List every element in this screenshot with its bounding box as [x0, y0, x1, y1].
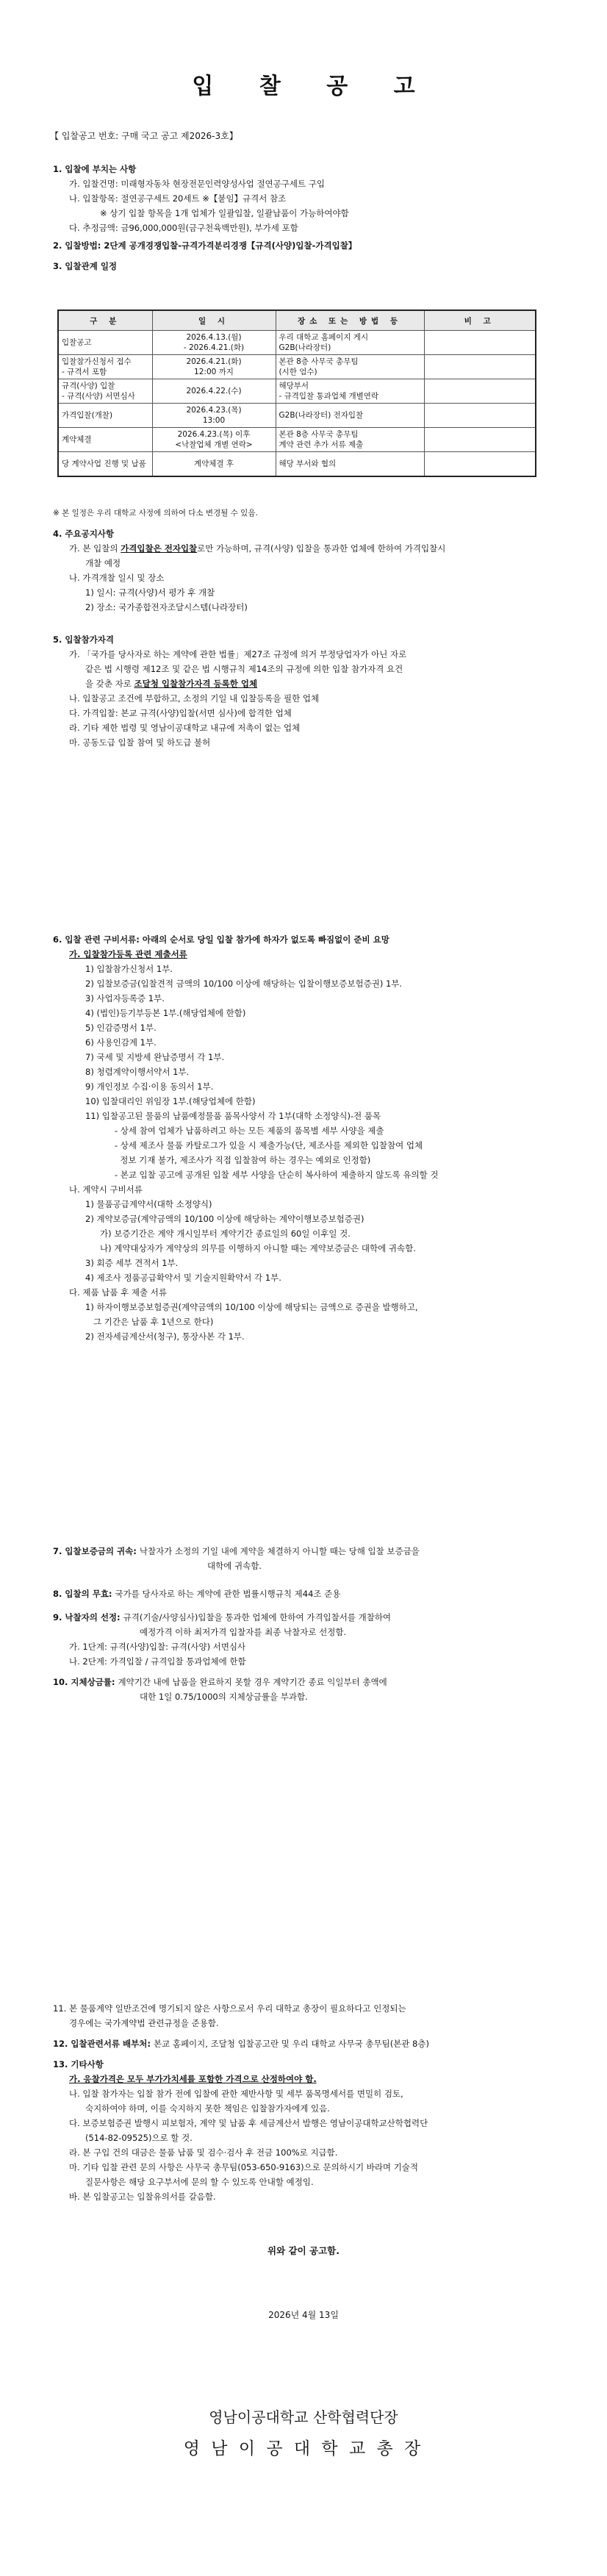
section-13-item: 나. 입찰 참가자는 입찰 참가 전에 입찰에 관한 제반사항 및 세부 품목명세서를 면밀히 검토,: [69, 2089, 403, 2099]
schedule-table: [57, 310, 536, 477]
section-8-heading: 8. 입찰의 무효:: [53, 1589, 115, 1599]
section-4: [53, 526, 567, 615]
schedule-datetime: 2026.4.23.(목) 13:00: [152, 404, 276, 428]
section-4-item-cont: 개찰 예정: [85, 558, 121, 568]
section-13-item: 바. 본 입찰공고는 입찰유의서를 갈음함.: [69, 2192, 216, 2202]
section-9: [53, 1610, 567, 1669]
text: 경우에는 국가계약법 관련규정을 준용함.: [69, 2018, 219, 2028]
schedule-remark: [424, 452, 536, 477]
section-5-item-cont: 같은 법 시행령 제12조 및 같은 법 시행규칙 제14조의 규정에 의한 입찰 참가자격 요건: [85, 664, 403, 674]
document-list-item: 9) 개인정보 수집·이용 동의서 1부.: [85, 1081, 214, 1092]
schedule-row: [58, 331, 536, 355]
section-6: [53, 932, 567, 1344]
text: 가. 본 입찰의: [69, 543, 121, 554]
document-list-subitem: - 본교 입찰 공고에 공개된 입찰 세부 사양을 단순히 복사하여 제출하지 않도록 유의할 것: [115, 1170, 439, 1180]
section-6-item: 다. 제품 납품 후 제출 서류: [69, 1287, 168, 1298]
section-10-heading: 10. 지체상금률:: [53, 1677, 118, 1687]
document-list-item: 7) 국세 및 지방세 완납증명서 각 1부.: [85, 1052, 225, 1062]
section-7: [53, 1544, 567, 1573]
notice-date: 2026년 4월 13일: [268, 2310, 339, 2320]
schedule-place: 본관 8층 사무국 총무팀 계약 관련 추가 서류 제출: [276, 428, 424, 452]
schedule-remark: [424, 404, 536, 428]
document-list-item: 5) 인감증명서 1부.: [85, 1023, 157, 1033]
section-5: [53, 632, 567, 750]
section-6-item: 나. 계약시 구비서류: [69, 1184, 143, 1195]
section-4-item: [53, 541, 567, 556]
text: 대학에 귀속함.: [207, 1561, 262, 1571]
text: 계약기간 내에 납품을 완료하지 못할 경우 계약기간 종료 익일부터 총액에: [118, 1677, 387, 1687]
contract-document-item: 3) 회증 세부 견적서 1부.: [85, 1258, 179, 1268]
section-13-item-cont: (514-82-09525)으로 할 것.: [85, 2133, 193, 2143]
schedule-remark: [424, 379, 536, 404]
section-6-heading: 6. 입찰 관련 구비서류: 아래의 순서로 당일 입찰 참가에 하자가 없도록 빠짐없이 준비 요망: [53, 934, 389, 945]
issuer-president: 영 남 이 공 대 학 교 총 장: [183, 2439, 424, 2458]
schedule-header: 구 분: [58, 310, 152, 331]
section-8: [53, 1586, 567, 1601]
schedule-header: 비 고: [424, 310, 536, 331]
closing-statement: 위와 같이 공고함.: [267, 2245, 340, 2256]
section-1-item: 다. 추정금액: 금96,000,000원(금구천육백만원), 부가세 포함: [69, 223, 298, 233]
text: 대한 1일 0.75/1000의 지체상금률을 부과함.: [140, 1692, 308, 1702]
schedule-datetime: 2026.4.21.(화) 12:00 까지: [152, 355, 276, 379]
e-bidding-emphasis: 가격입찰은 전자입찰: [121, 543, 198, 554]
section-10: [53, 1675, 567, 1704]
schedule-datetime: 2026.4.23.(목) 이후 <낙찰업체 개별 연락>: [152, 428, 276, 452]
section-13-item: 다. 보증보험증권 발행시 피보험자, 계약 및 납품 후 세금계산서 발행은 영남이공대학교산학협력단: [69, 2118, 428, 2128]
contract-document-subitem: 나) 계약대상자가 계약상의 의무를 이행하지 아니할 때는 계약보증금은 대학에 귀속함.: [100, 1243, 416, 1253]
document-list-item: 2) 입찰보증금(입찰견적 금액의 10/100 이상에 해당하는 입찰이행보증보험증권) 1부.: [85, 978, 403, 989]
delivery-document-item: 2) 전자세금계산서(청구), 통장사본 각 1부.: [85, 1331, 245, 1342]
delivery-document-item: 그 기간은 납품 후 1년으로 한다): [85, 1317, 214, 1327]
section-13: [53, 2057, 567, 2204]
schedule-remark: [424, 428, 536, 452]
schedule-step: 입찰참가신청서 접수 - 규격서 포함: [58, 355, 152, 379]
schedule-datetime: 2026.4.13.(월) - 2026.4.21.(화): [152, 331, 276, 355]
schedule-row: [58, 355, 536, 379]
text: 낙찰자가 소정의 기일 내에 계약을 체결하지 아니할 때는 당해 입찰 보증금을: [139, 1546, 420, 1556]
section-5-heading: 5. 입찰참가자격: [53, 634, 115, 645]
page-title: 입 찰 공 고: [192, 74, 434, 99]
schedule-note: ※ 본 일정은 우리 대학교 사정에 의하여 다소 변경될 수 있음.: [53, 509, 258, 518]
document-list-subitem: 정보 기재 불가, 제조사가 직접 입찰참여 하는 경우는 예외로 인정함): [115, 1155, 371, 1165]
issuer-foundation: 영남이공대학교 산학협력단장: [209, 2408, 398, 2426]
schedule-step: 계약체결: [58, 428, 152, 452]
text: 로만 가능하며, 규격(사양) 입찰을 통과한 업체에 한하여 가격입찰시: [197, 543, 446, 554]
schedule-step: 규격(사양) 입찰 - 규격(사양) 서면심사: [58, 379, 152, 404]
schedule-remark: [424, 355, 536, 379]
notice-number: 【 입찰공고 번호: 구매 국고 공고 제2026-3호】: [50, 131, 238, 141]
section-1: [53, 162, 567, 273]
section-11: [53, 2001, 567, 2031]
schedule-remark: [424, 331, 536, 355]
schedule-header: 일 시: [152, 310, 276, 331]
section-5-item: 나. 입찰공고 조건에 부합하고, 소정의 기일 내 입찰등록을 필한 업체: [69, 693, 320, 704]
text: 예정가격 이하 최저가격 입찰자를 최종 낙찰자로 선정함.: [140, 1627, 347, 1637]
schedule-place: 해당부서 - 규격입찰 통과업체 개별연락: [276, 379, 424, 404]
section-6-item: 가. 입찰참가등록 관련 제출서류: [69, 949, 187, 959]
section-1-item: 나. 입찰항목: 절연공구세트 20세트 ※【붙임】규격서 참조: [69, 193, 287, 204]
text: 본교 홈페이지, 조달청 입찰공고란 및 우리 대학교 사무국 총무팀(본관 8층): [153, 2039, 429, 2049]
document-list-item: 1) 입찰참가신청서 1부.: [85, 964, 173, 974]
text: 규격(기술/사양심사)입찰을 통과한 업체에 한하여 가격입찰서를 개찰하여: [123, 1612, 392, 1622]
section-1-item: 가. 입찰건명: 미래형자동차 현장전문인력양성사업 절연공구세트 구입: [69, 179, 325, 189]
section-3-heading: 3. 입찰관계 일정: [53, 261, 118, 271]
section-12: [53, 2036, 567, 2051]
section-5-item: 마. 공동도급 입찰 참여 및 하도급 불허: [69, 737, 211, 748]
document-list-subitem: - 상세 참여 업체가 납품하려고 하는 모든 제품의 품목별 세부 사양을 제출: [115, 1126, 384, 1136]
section-9-item: 나. 2단계: 가격입찰 / 규격입찰 통과업체에 한함: [69, 1656, 246, 1667]
schedule-place: 우리 대학교 홈페이지 게시 G2B(나라장터): [276, 331, 424, 355]
section-4-subitem: 2) 장소: 국가종합전자조달시스템(나라장터): [85, 602, 248, 612]
contract-document-item: 1) 물품공급계약서(대학 소정양식): [85, 1199, 212, 1209]
section-13-item: 마. 기타 입찰 관련 문의 사항은 사무국 총무팀(053-650-9163)으로 문의하시기 바라며 기술적: [69, 2162, 419, 2172]
section-13-item: 가. 응찰가격은 모두 부가가치세를 포함한 가격으로 산정하여야 함.: [69, 2074, 317, 2084]
section-1-heading: 1. 입찰에 부치는 사항: [53, 164, 137, 174]
section-2-heading: 2. 입찰방법: 2단계 공개경쟁입찰-규격가격분리경쟁【규격(사양)입찰-가격입찰】: [53, 240, 357, 251]
schedule-place: G2B(나라장터) 전자입찰: [276, 404, 424, 428]
section-4-item: 나. 가격개찰 일시 및 장소: [69, 573, 165, 583]
document-list-item: 11) 입찰공고된 물품의 납품예정물품 품목사양서 각 1부(대학 소정양식)-전 품목: [85, 1111, 381, 1121]
section-5-item: 다. 가격입찰: 본교 규격(사양)입찰(서면 심사)에 합격한 업체: [69, 708, 292, 718]
registration-emphasis: 조달청 입찰참가자격 등록한 업체: [134, 679, 258, 689]
section-5-item: 가. 「국가를 당사자로 하는 계약에 관한 법률」제27조 규정에 의거 부정당업자가 아닌 자로: [69, 649, 407, 659]
section-7-heading: 7. 입찰보증금의 귀속:: [53, 1546, 140, 1556]
schedule-header: 장소 또는 방법 등: [276, 310, 424, 331]
schedule-row: [58, 428, 536, 452]
schedule-step: 당 계약사업 진행 및 납품: [58, 452, 152, 477]
text: 을 갖춘 자로: [85, 679, 134, 689]
document-list-item: 6) 사용인감계 1부.: [85, 1037, 157, 1048]
section-13-item-cont: 질문사항은 해당 요구부서에 문의 할 수 있도록 안내할 예정임.: [85, 2177, 314, 2187]
section-13-item-cont: 숙지하여야 하며, 이를 숙지하지 못한 책임은 입찰참가자에게 있음.: [85, 2103, 330, 2114]
schedule-row: [58, 404, 536, 428]
document-list-item: 4) (법인)등기부등본 1부.(해당업체에 한함): [85, 1008, 246, 1018]
contract-document-subitem: 가) 보증기간은 계약 개시일부터 계약기간 종료일의 60일 이후일 것.: [100, 1228, 351, 1239]
contract-document-item: 4) 제조사 정품공급확약서 및 기술지원확약서 각 1부.: [85, 1273, 281, 1283]
schedule-step: 입찰공고: [58, 331, 152, 355]
section-5-item: 라. 기타 제한 법령 및 영남이공대학교 내규에 저촉이 없는 업체: [69, 723, 301, 733]
section-4-heading: 4. 주요공지사항: [53, 529, 115, 539]
document-list-subitem: - 상세 제조사 물품 카탈로그가 있을 시 제출가능(단, 제조사를 제외한 입찰참여 업체: [115, 1140, 423, 1151]
schedule-place: 해당 부서와 협의: [276, 452, 424, 477]
text: 11. 본 물품계약 일반조건에 명기되지 않은 사항으로서 우리 대학교 총장이 필요하다고 인정되는: [53, 2003, 406, 2014]
schedule-row: [58, 452, 536, 477]
section-13-item: 라. 본 구입 건의 대금은 물품 납품 및 검수·검사 후 전금 100%로 지급함.: [69, 2147, 338, 2158]
section-9-item: 가. 1단계: 규격(사양)입찰: 규격(사양) 서면심사: [69, 1642, 246, 1652]
section-13-heading: 13. 기타사항: [53, 2059, 104, 2069]
document-list-item: 8) 청렴계약이행서약서 1부.: [85, 1067, 190, 1077]
section-4-subitem: 1) 일시: 규격(사양)서 평가 후 개찰: [85, 587, 215, 598]
text: 국가를 당사자로 하는 계약에 관한 법률시행규칙 제44조 준용: [115, 1589, 341, 1599]
section-5-item-cont: [53, 676, 567, 691]
schedule-step: 가격입찰(개찰): [58, 404, 152, 428]
schedule-place: 본관 8층 사무국 총무팀 (시한 엄수): [276, 355, 424, 379]
section-1-note: ※ 상기 입찰 항목을 1개 업체가 일괄입찰, 일괄납품이 가능하여야함: [100, 208, 349, 218]
schedule-datetime: 2026.4.22.(수): [152, 379, 276, 404]
schedule-header-row: [58, 310, 536, 331]
section-9-heading: 9. 낙찰자의 선정:: [53, 1612, 123, 1622]
document-list-item: 10) 입찰대리인 위임장 1부.(해당업체에 한함): [85, 1096, 256, 1106]
schedule-datetime: 계약체결 후: [152, 452, 276, 477]
section-12-heading: 12. 입찰관련서류 배부처:: [53, 2039, 154, 2049]
delivery-document-item: 1) 하자이행보증보험증권(계약금액의 10/100 이상에 해당되는 금액으로 증권을 발행하고,: [85, 1302, 418, 1312]
schedule-row: [58, 379, 536, 404]
contract-document-item: 2) 계약보증금(계약금액의 10/100 이상에 해당하는 계약이행보증보험증권): [85, 1214, 364, 1224]
document-list-item: 3) 사업자등록증 1부.: [85, 993, 165, 1003]
